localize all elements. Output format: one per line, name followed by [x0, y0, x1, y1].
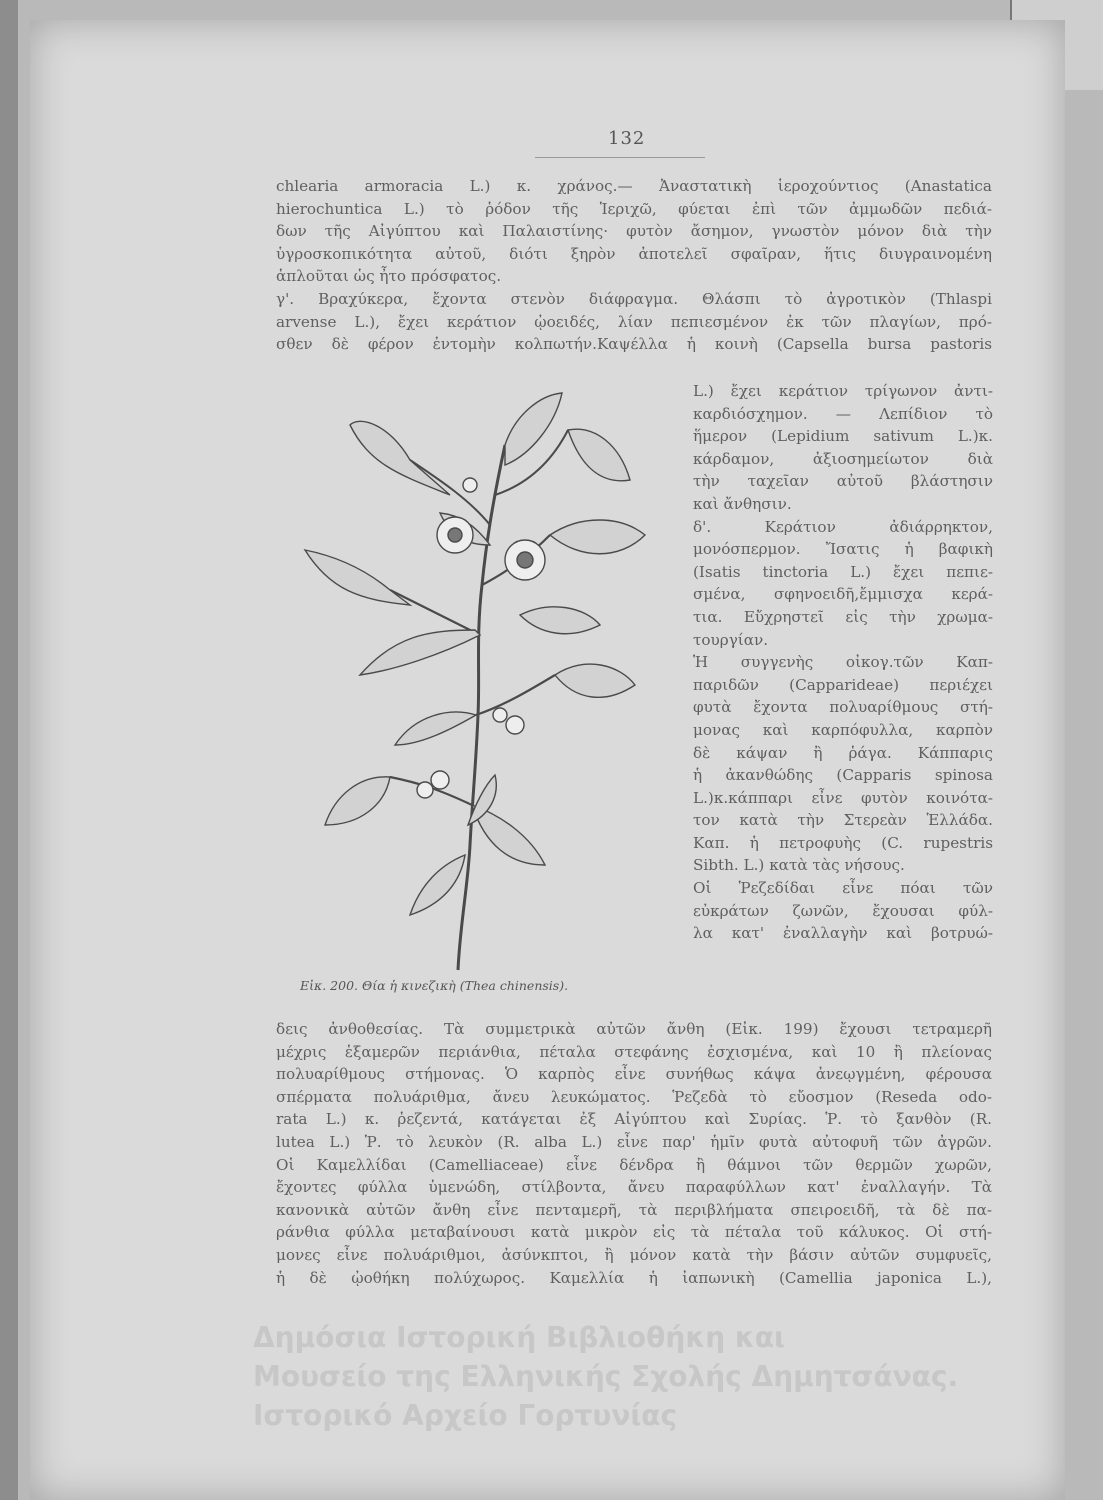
text-line: μονόσπερμον. Ἴσατις ἡ βαφικὴ	[693, 540, 993, 559]
text-line: L.) ἔχει κεράτιον τρίγωνον ἀντι-	[693, 382, 993, 400]
text-line: Οἱ Ῥεζεδίδαι εἶνε πόαι τῶν	[693, 879, 993, 898]
text-line: γ'. Βραχύκερα, ἔχοντα στενὸν διάφραγμα. Θλάσπι τὸ ἀγροτικὸν (Thlaspi	[276, 289, 992, 308]
text-line: Ἡ συγγενὴς οἰκογ.τῶν Καπ-	[693, 653, 993, 672]
text-line: ἥμερον (Lepidium sativum L.)κ.	[693, 427, 993, 446]
watermark-line: Δημόσια Ιστορική Βιβλιοθήκη και	[253, 1321, 785, 1354]
text-line: καὶ ἄνθησιν.	[693, 494, 792, 513]
tea-plant-illustration	[300, 385, 665, 975]
text-line: καρδιόσχημον. — Λεπίδιον τὸ	[693, 404, 993, 423]
text-line: lutea L.) Ῥ. τὸ λευκὸν (R. alba L.) εἶνε παρ' ἡμῖν φυτὰ αὐτοφυῆ τῶν ἀγρῶν.	[276, 1132, 992, 1151]
text-line: δὲ κάψαν ἢ ῥάγα. Κάππαρις	[693, 743, 993, 762]
text-line: ἡ δὲ ᾠοθήκη πολύχωρος. Καμελλία ἡ ἰαπωνικὴ (Camellia japonica L.),	[276, 1268, 992, 1287]
text-line: παριδῶν (Capparideae) περιέχει	[693, 675, 993, 694]
text-line: δων τῆς Αἰγύπτου καὶ Παλαιστίνης· φυτὸν ἄσημον, γνωστὸν μόνον διὰ τὴν	[276, 222, 992, 241]
watermark-line: Ιστορικό Αρχείο Γορτυνίας	[253, 1399, 678, 1432]
text-line: arvense L.), ἔχει κεράτιον ᾠοειδές, λίαν πεπιεσμένον ἐκ τῶν πλαγίων, πρό-	[276, 312, 992, 331]
text-line: φυτὰ ἔχοντα πολυαρίθμους στή-	[693, 698, 993, 717]
bottom-text-block	[276, 1018, 992, 1289]
text-line: τια. Εὔχρηστεῖ εἰς τὴν χρωμα-	[693, 607, 993, 626]
text-line: ράνθια φύλλα μεταβαίνουσι κατὰ μικρὸν εἰς τὰ πέταλα τοῦ κάλυκος. Οἱ στή-	[276, 1223, 992, 1242]
text-line: hierochuntica L.) τὸ ῥόδον τῆς Ἱεριχῶ, φύεται ἐπὶ τῶν ἀμμωδῶν πεδιά-	[276, 199, 992, 218]
text-line: Οἱ Καμελλίδαι (Camelliaceae) εἶνε δένδρα ἢ θάμνοι τῶν θερμῶν χωρῶν,	[276, 1155, 992, 1174]
text-line: ἁπλοῦται ὡς ἦτο πρόσφατος.	[276, 267, 502, 286]
page-number-rule	[535, 157, 705, 158]
watermark-line: Μουσείο της Ελληνικής Σχολής Δημητσάνας.	[253, 1360, 959, 1393]
text-line: ὑγροσκοπικότητα αὐτοῦ, διότι ξηρὸν ἀποτελεῖ σφαῖραν, ἥτις διυγραινομένη	[276, 244, 992, 263]
text-line: λα κατ' ἐναλλαγὴν καὶ βοτρυώ-	[693, 924, 993, 943]
text-line: δ'. Κεράτιον ἀδιάρρηκτον,	[693, 517, 993, 536]
text-line: ἡ ἀκανθώδης (Capparis spinosa	[693, 766, 993, 785]
text-line: κάρδαμον, ἀξιοσημείωτον διὰ	[693, 449, 993, 468]
figure-caption: Εἰκ. 200. Θία ἡ κινεζικὴ (Thea chinensis).	[300, 978, 569, 993]
library-watermark	[253, 1318, 958, 1435]
text-line: μονας καὶ καρπόφυλλα, καρπὸν	[693, 720, 993, 739]
text-line: μονες εἶνε πολυάριθμοι, ἀσύνκπτοι, ἢ μόνον κατὰ τὴν βάσιν αὐτῶν συμφυεῖς,	[276, 1245, 992, 1264]
text-line: τον κατὰ τὴν Στερεὰν Ἑλλάδα.	[693, 811, 993, 830]
text-line: L.)κ.κάππαρι εἶνε φυτὸν κοινότα-	[693, 788, 993, 807]
text-line: τουργίαν.	[693, 630, 769, 649]
text-line: Sibth. L.) κατὰ τὰς νήσους.	[693, 856, 905, 875]
text-line: δεις ἀνθοθεσίας. Τὰ συμμετρικὰ αὐτῶν ἄνθη (Εἰκ. 199) ἔχουσι τετραμερῆ	[276, 1020, 992, 1038]
text-line: chlearia armoracia L.) κ. χράνος.— Ἀναστατικὴ ἱεροχούντιος (Anastatica	[276, 177, 992, 195]
text-line: ἔχοντες φύλλα ὑμενώδη, στίλβοντα, ἄνευ παραφύλλων κατ' ἐναλλαγήν. Τὰ	[276, 1178, 992, 1197]
text-line: τὴν ταχεῖαν αὐτοῦ βλάστησιν	[693, 472, 993, 491]
right-column-text	[693, 380, 993, 945]
text-line: rata L.) κ. ῥεζεντά, κατάγεται ἐξ Αἰγύπτου καὶ Συρίας. Ῥ. τὸ ξανθὸν (R.	[276, 1110, 992, 1129]
text-line: σθεν δὲ φέρον ἐντομὴν κολπωτήν.Καψέλλα ἡ κοινὴ (Capsella bursa pastoris	[276, 335, 992, 354]
text-line: (Isatis tinctoria L.) ἔχει πεπιε-	[693, 562, 993, 581]
text-line: Καπ. ἡ πετροφυὴς (C. rupestris	[693, 833, 993, 852]
text-line: κανονικὰ αὐτῶν ἄνθη εἶνε πενταμερῆ, τὰ περιβλήματα σπειροειδῆ, τὰ δὲ πα-	[276, 1200, 992, 1219]
text-line: μέχρις ἑξαμερῶν περιάνθια, πέταλα στεφάνης ἐσχισμένα, καὶ 10 ἢ πλείονας	[276, 1042, 992, 1061]
text-line: πολυαρίθμους στήμονας. Ὁ καρπὸς εἶνε συνήθως κάψα ἀνεῳγμένη, φέρουσα	[276, 1065, 992, 1084]
page-number: 132	[608, 128, 646, 149]
text-line: εὐκράτων ζωνῶν, ἔχουσαι φύλ-	[693, 901, 993, 920]
top-text-block	[276, 175, 992, 356]
text-line: σπέρματα πολυάριθμα, ἄνευ λευκώματος. Ῥεζεδὰ τὸ εὔοσμον (Reseda odo-	[276, 1087, 992, 1106]
text-line: σμένα, σφηνοειδῆ,ἔμμισχα κερά-	[693, 585, 993, 604]
